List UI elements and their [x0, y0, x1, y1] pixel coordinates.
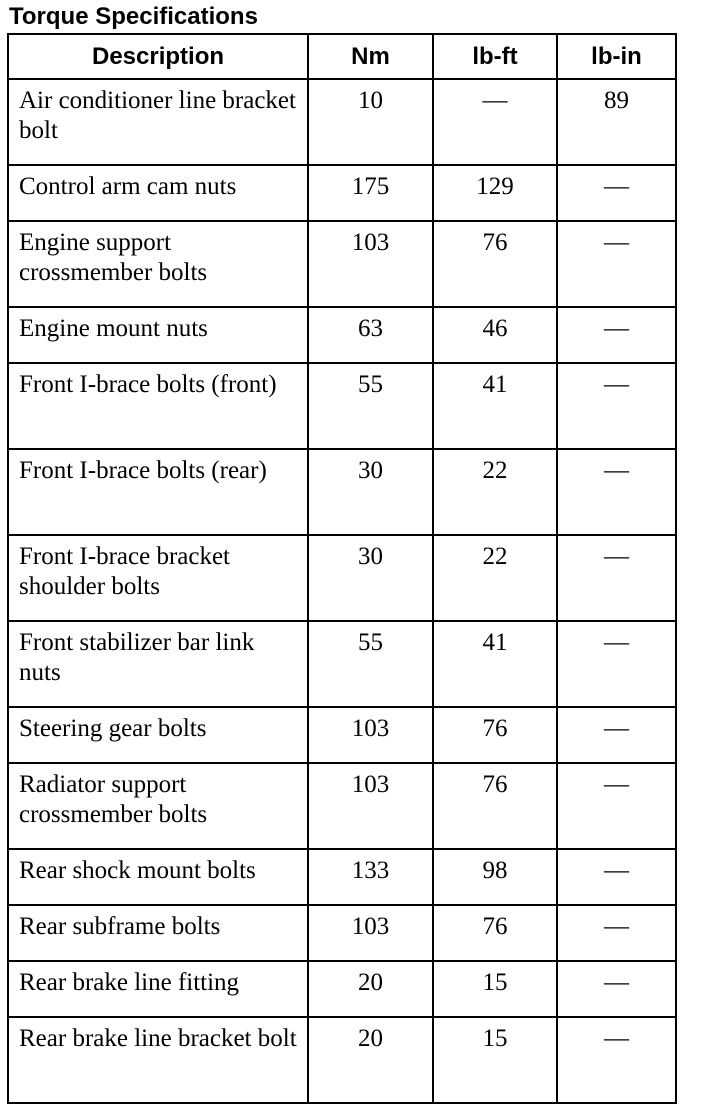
nm-cell: 103 — [308, 221, 433, 307]
lb-in-cell: — — [557, 221, 676, 307]
table-row — [8, 363, 676, 449]
nm-cell: 103 — [308, 763, 433, 849]
table-row — [8, 79, 676, 165]
table-row — [8, 621, 676, 707]
description-cell: Front I-brace bolts (rear) — [8, 449, 308, 535]
nm-cell: 133 — [308, 849, 433, 905]
lb-in-cell: — — [557, 535, 676, 621]
table-row — [8, 961, 676, 1017]
lb-in-cell: — — [557, 961, 676, 1017]
description-cell: Front I-brace bracket shoulder bolts — [8, 535, 308, 621]
lb-in-cell: — — [557, 1017, 676, 1103]
description-cell: Engine support crossmember bolts — [8, 221, 308, 307]
lb-ft-cell: 46 — [433, 307, 557, 363]
nm-cell: 20 — [308, 961, 433, 1017]
lb-in-cell: — — [557, 849, 676, 905]
lb-ft-cell: 76 — [433, 221, 557, 307]
lb-in-cell: — — [557, 449, 676, 535]
lb-ft-cell: 76 — [433, 707, 557, 763]
lb-ft-cell: 98 — [433, 849, 557, 905]
lb-ft-cell: 22 — [433, 449, 557, 535]
lb-in-cell: — — [557, 621, 676, 707]
nm-cell: 63 — [308, 307, 433, 363]
lb-ft-cell: 22 — [433, 535, 557, 621]
column-header-nm: Nm — [308, 34, 433, 79]
table-header-row — [8, 34, 676, 79]
table-row — [8, 849, 676, 905]
nm-cell: 103 — [308, 905, 433, 961]
description-cell: Engine mount nuts — [8, 307, 308, 363]
table-row — [8, 221, 676, 307]
table-row — [8, 707, 676, 763]
column-header-lb-ft: lb-ft — [433, 34, 557, 79]
lb-ft-cell: — — [433, 79, 557, 165]
column-header-lb-in: lb-in — [557, 34, 676, 79]
description-cell: Rear shock mount bolts — [8, 849, 308, 905]
nm-cell: 175 — [308, 165, 433, 221]
nm-cell: 10 — [308, 79, 433, 165]
table-row — [8, 307, 676, 363]
lb-in-cell: — — [557, 905, 676, 961]
description-cell: Radiator support crossmember bolts — [8, 763, 308, 849]
description-cell: Control arm cam nuts — [8, 165, 308, 221]
lb-ft-cell: 15 — [433, 1017, 557, 1103]
torque-spec-table — [7, 33, 677, 1104]
table-row — [8, 165, 676, 221]
description-cell: Rear brake line bracket bolt — [8, 1017, 308, 1103]
lb-ft-cell: 15 — [433, 961, 557, 1017]
nm-cell: 30 — [308, 449, 433, 535]
nm-cell: 55 — [308, 621, 433, 707]
description-cell: Rear subframe bolts — [8, 905, 308, 961]
table-row — [8, 905, 676, 961]
lb-ft-cell: 41 — [433, 363, 557, 449]
lb-in-cell: — — [557, 165, 676, 221]
table-row — [8, 535, 676, 621]
lb-in-cell: — — [557, 763, 676, 849]
nm-cell: 20 — [308, 1017, 433, 1103]
description-cell: Rear brake line fitting — [8, 961, 308, 1017]
page-title: Torque Specifications — [9, 3, 258, 30]
description-cell: Front stabilizer bar link nuts — [8, 621, 308, 707]
nm-cell: 30 — [308, 535, 433, 621]
lb-ft-cell: 129 — [433, 165, 557, 221]
column-header-description: Description — [8, 34, 308, 79]
lb-in-cell: — — [557, 307, 676, 363]
lb-in-cell: 89 — [557, 79, 676, 165]
lb-ft-cell: 76 — [433, 763, 557, 849]
lb-ft-cell: 76 — [433, 905, 557, 961]
lb-in-cell: — — [557, 707, 676, 763]
table-row — [8, 1017, 676, 1103]
description-cell: Air conditioner line bracket bolt — [8, 79, 308, 165]
table-row — [8, 449, 676, 535]
table-row — [8, 763, 676, 849]
lb-ft-cell: 41 — [433, 621, 557, 707]
nm-cell: 103 — [308, 707, 433, 763]
description-cell: Front I-brace bolts (front) — [8, 363, 308, 449]
description-cell: Steering gear bolts — [8, 707, 308, 763]
nm-cell: 55 — [308, 363, 433, 449]
lb-in-cell: — — [557, 363, 676, 449]
